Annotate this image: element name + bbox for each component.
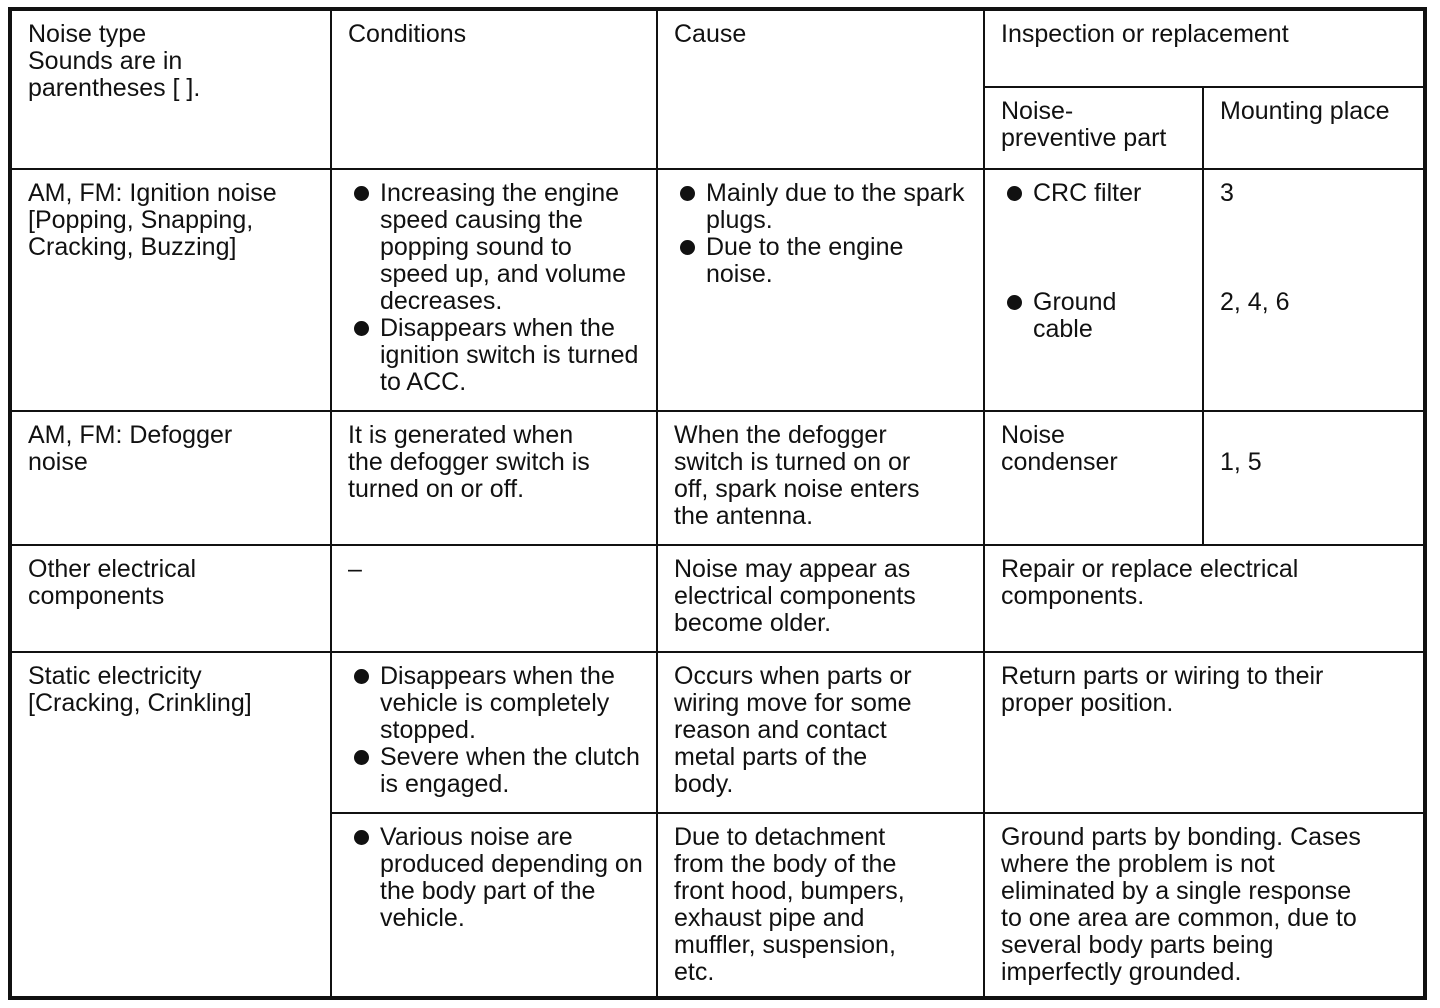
cell-noise-type xyxy=(10,411,331,545)
header-noise-preventive-part-text: Noise- preventive part xyxy=(1001,97,1167,152)
list-item xyxy=(348,824,644,932)
bullet-icon xyxy=(354,830,369,845)
list-item xyxy=(674,180,971,234)
header-row-1 xyxy=(10,9,1425,87)
bullet-icon xyxy=(354,186,369,201)
list-item-text: Due to the engine noise. xyxy=(706,233,904,288)
list-item-text: Increasing the engine speed causing the popping sound to speed up, and volume decreases. xyxy=(380,179,627,315)
cell-conditions xyxy=(331,411,657,545)
row-defogger-noise xyxy=(10,411,1425,545)
cell-noise-type xyxy=(10,545,331,652)
list-item xyxy=(348,744,644,798)
cause-text: When the defogger switch is turned on or off, spark noise enters the antenna. xyxy=(674,421,920,530)
cell-inspection xyxy=(984,813,1425,998)
header-mounting-place-text: Mounting place xyxy=(1220,97,1390,125)
cell-conditions xyxy=(331,652,657,813)
cause-list xyxy=(674,180,971,288)
list-item xyxy=(348,315,644,396)
list-item xyxy=(1001,180,1190,207)
conditions-list xyxy=(348,824,644,932)
list-item xyxy=(348,663,644,744)
cause-text: Noise may appear as electrical components become older. xyxy=(674,555,916,637)
bullet-icon xyxy=(354,669,369,684)
header-conditions xyxy=(331,9,657,169)
header-inspection-text: Inspection or replacement xyxy=(1001,20,1289,48)
list-item-text: Ground cable xyxy=(1033,288,1117,343)
list-item xyxy=(348,180,644,315)
bullet-icon xyxy=(1007,186,1022,201)
bullet-icon xyxy=(1007,295,1022,310)
row-static-electricity xyxy=(10,652,1425,813)
conditions-text: – xyxy=(348,555,362,583)
cell-cause xyxy=(657,813,984,998)
list-item-text: CRC filter xyxy=(1033,179,1142,207)
header-cause xyxy=(657,9,984,169)
row-other-electrical xyxy=(10,545,1425,652)
bullet-icon xyxy=(354,321,369,336)
header-mounting-place xyxy=(1203,87,1425,169)
mounting-spacer xyxy=(1220,207,1411,289)
cell-cause xyxy=(657,411,984,545)
cause-text: Due to detachment from the body of the front hood, bumpers, exhaust pipe and muffler, suspension, etc. xyxy=(674,823,905,986)
mounting-place-text: 1, 5 xyxy=(1220,448,1262,476)
parts-list xyxy=(1001,180,1190,343)
cell-noise-preventive-part xyxy=(984,411,1203,545)
cell-noise-type xyxy=(10,652,331,998)
noise-type-text: Static electricity [Cracking, Crinkling] xyxy=(28,662,252,717)
mounting-place-text: 3 xyxy=(1220,179,1234,207)
conditions-text: It is generated when the defogger switch is turned on or off. xyxy=(348,421,590,503)
conditions-list xyxy=(348,180,644,396)
cell-conditions xyxy=(331,169,657,411)
cell-conditions xyxy=(331,545,657,652)
cell-mounting-place xyxy=(1203,411,1425,545)
cell-cause xyxy=(657,169,984,411)
noise-type-text: AM, FM: Defogger noise xyxy=(28,421,233,476)
mounting-place-text: 2, 4, 6 xyxy=(1220,288,1290,316)
cell-inspection xyxy=(984,652,1425,813)
part-text: Noise condenser xyxy=(1001,421,1118,476)
inspection-text: Ground parts by bonding. Cases where the problem is not eliminated by a single response to one area are common, due to several body parts being imperfectly grounded. xyxy=(1001,823,1361,986)
header-noise-type xyxy=(10,9,331,169)
bullet-icon xyxy=(354,750,369,765)
conditions-list xyxy=(348,663,644,798)
list-item-text: Mainly due to the spark plugs. xyxy=(706,179,965,234)
bullet-icon xyxy=(680,240,695,255)
list-item-text: Severe when the clutch is engaged. xyxy=(380,743,640,798)
cell-noise-preventive-part xyxy=(984,169,1203,411)
header-noise-preventive-part xyxy=(984,87,1203,169)
bullet-icon xyxy=(680,186,695,201)
list-spacer xyxy=(1001,207,1190,289)
cell-cause xyxy=(657,545,984,652)
cell-inspection xyxy=(984,545,1425,652)
list-item xyxy=(1001,289,1190,343)
cell-noise-type xyxy=(10,169,331,411)
cell-mounting-place xyxy=(1203,169,1425,411)
cell-cause xyxy=(657,652,984,813)
inspection-text: Repair or replace electrical components. xyxy=(1001,555,1299,610)
noise-type-text: Other electrical components xyxy=(28,555,197,610)
noise-type-text: AM, FM: Ignition noise [Popping, Snapping, Cracking, Buzzing] xyxy=(28,179,277,261)
inspection-text: Return parts or wiring to their proper position. xyxy=(1001,662,1324,717)
header-noise-type-text: Noise type Sounds are in parentheses [ ]. xyxy=(28,20,201,102)
row-ignition-noise xyxy=(10,169,1425,411)
list-item-text: Disappears when the ignition switch is turned to ACC. xyxy=(380,314,639,396)
list-item xyxy=(674,234,971,288)
noise-troubleshooting-table xyxy=(8,7,1427,1000)
header-cause-text: Cause xyxy=(674,20,747,48)
list-item-text: Disappears when the vehicle is completely stopped. xyxy=(380,662,615,744)
header-conditions-text: Conditions xyxy=(348,20,467,48)
cell-conditions xyxy=(331,813,657,998)
cause-text: Occurs when parts or wiring move for some reason and contact metal parts of the body. xyxy=(674,662,912,798)
list-item-text: Various noise are produced depending on the body part of the vehicle. xyxy=(380,823,643,932)
header-inspection xyxy=(984,9,1425,87)
